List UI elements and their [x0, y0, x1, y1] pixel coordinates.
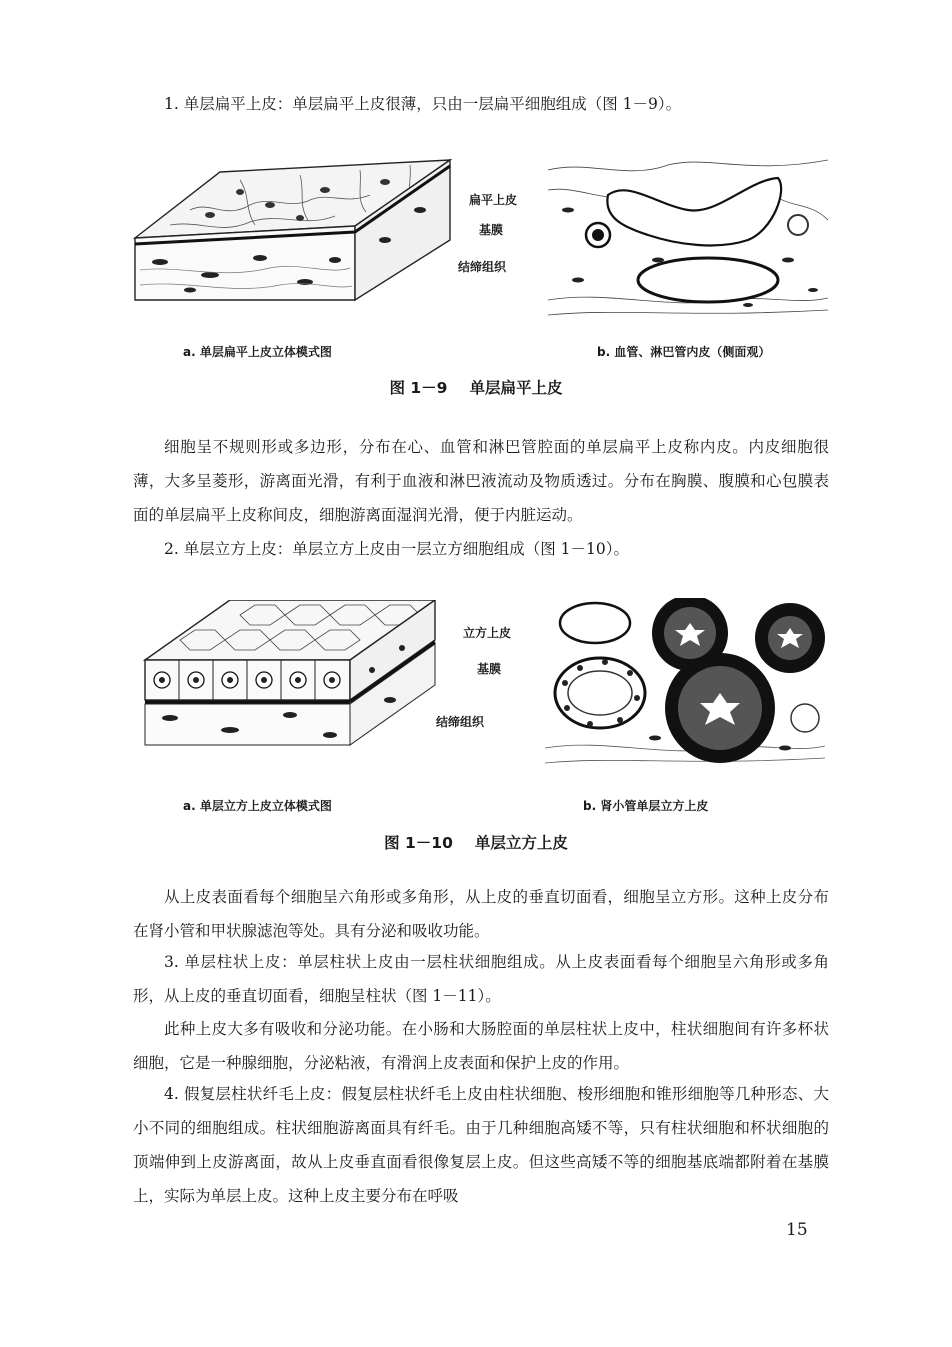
label-squamous-epithelium: 扁平上皮: [469, 193, 518, 207]
paragraph-simple-columnar-intro: 3. 单层柱状上皮：单层柱状上皮由一层柱状细胞组成。从上皮表面看每个细胞呈六角形或多角形，从上皮的垂直切面看，细胞呈柱状（图 1－11）。: [133, 953, 829, 1005]
figure-1-9-subcaption-a: a. 单层扁平上皮立体模式图: [183, 345, 332, 359]
paragraph-columnar-function: 此种上皮大多有吸收和分泌功能。在小肠和大肠腔面的单层柱状上皮中，柱状细胞间有许多杯状细胞，它是一种腺细胞，分泌粘液，有滑润上皮表面和保护上皮的作用。: [133, 1020, 829, 1072]
figure-1-10-caption: [0, 831, 952, 853]
paragraph-cuboidal-description: 从上皮表面看每个细胞呈六角形或多角形，从上皮的垂直切面看，细胞呈立方形。这种上皮分布在肾小管和甲状腺滤泡等处。具有分泌和吸收功能。: [133, 888, 829, 940]
figure-1-9-illustration-b: [548, 150, 828, 320]
label-connective-tissue: 结缔组织: [436, 715, 485, 729]
label-connective-tissue: 结缔组织: [458, 260, 507, 274]
paragraph-simple-squamous-intro: 1. 单层扁平上皮：单层扁平上皮很薄，只由一层扁平细胞组成（图 1－9）。: [164, 95, 682, 113]
figure-1-10-illustration-b: [545, 598, 825, 768]
figure-1-9-subcaption-b: b. 血管、淋巴管内皮（侧面观）: [597, 345, 771, 359]
figure-1-9-caption: [0, 376, 952, 398]
paragraph-pseudostratified: 4. 假复层柱状纤毛上皮：假复层柱状纤毛上皮由柱状细胞、梭形细胞和锥形细胞等几种形态、大小不同的细胞组成。柱状细胞游离面具有纤毛。由于几种细胞高矮不等，只有柱状细胞和杯状细胞的顶端伸到上皮游离面，故从上皮垂直面看很像复层上皮。但这些高矮不等的细胞基底端都附着在基膜上，实际为单层上皮。这种上皮主要分布在呼吸: [133, 1085, 829, 1205]
figure-number: 图 1－9: [389, 379, 448, 397]
paragraph-simple-cuboidal-intro: 2. 单层立方上皮：单层立方上皮由一层立方细胞组成（图 1－10）。: [164, 540, 629, 558]
figure-1-9-illustration-a: [130, 150, 460, 310]
figure-1-10-subcaption-a: a. 单层立方上皮立体模式图: [183, 799, 332, 813]
label-basement-membrane: 基膜: [477, 662, 502, 676]
figure-title: 单层扁平上皮: [469, 379, 563, 397]
label-basement-membrane: 基膜: [479, 223, 504, 237]
page-number: 15: [786, 1220, 808, 1240]
figure-1-10-illustration-a: [140, 600, 440, 750]
paragraph-endothelium-mesothelium: 细胞呈不规则形或多边形，分布在心、血管和淋巴管腔面的单层扁平上皮称内皮。内皮细胞很薄，大多呈菱形，游离面光滑，有利于血液和淋巴液流动及物质透过。分布在胸膜、腹膜和心包膜表面的单层扁平上皮称间皮，细胞游离面湿润光滑，便于内脏运动。: [133, 438, 829, 524]
figure-title: 单层立方上皮: [474, 834, 568, 852]
figure-1-10-subcaption-b: b. 肾小管单层立方上皮: [583, 799, 709, 813]
label-cuboidal-epithelium: 立方上皮: [463, 626, 512, 640]
figure-number: 图 1－10: [384, 834, 453, 852]
